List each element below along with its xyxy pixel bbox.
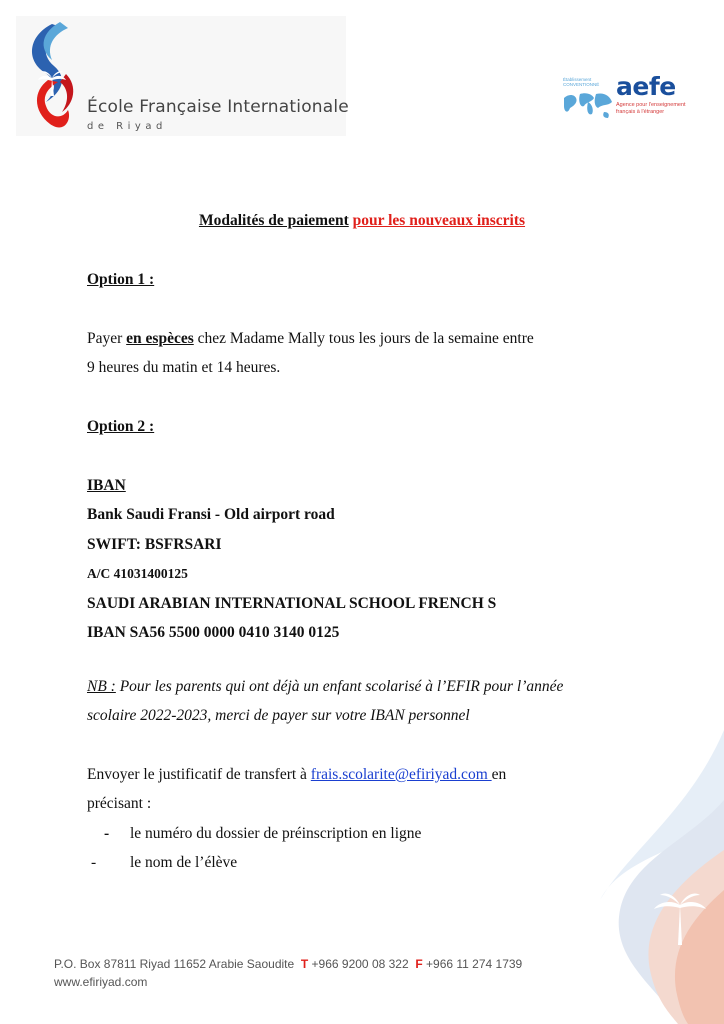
footer-address: P.O. Box 87811 Riyad 11652 Arabie Saoudite bbox=[54, 957, 295, 971]
footer-contact bbox=[54, 957, 522, 971]
note-label: NB : bbox=[87, 678, 116, 695]
option1-emphasis: en espèces bbox=[126, 330, 194, 347]
aefe-tagline: Agence pour l'enseignement français à l'étranger bbox=[616, 102, 686, 115]
email-link[interactable]: frais.scolarite@efiriyad.com bbox=[310, 766, 492, 783]
swift-code: SWIFT: BSFRSARI bbox=[87, 536, 222, 553]
footer-website[interactable]: www.efiriyad.com bbox=[54, 975, 148, 989]
world-map-icon bbox=[560, 88, 614, 122]
page-title bbox=[0, 212, 724, 230]
decorative-corner-graphic bbox=[560, 730, 724, 1024]
footer-phone: +966 9200 08 322 bbox=[311, 957, 409, 971]
option1-prefix: Payer bbox=[87, 330, 127, 347]
title-part1: Modalités de paiement bbox=[198, 212, 349, 229]
school-logo-mark bbox=[22, 20, 82, 138]
aefe-network-label: Établissement CONVENTIONNÉ bbox=[563, 77, 600, 87]
note-text1: Pour les parents qui ont déjà un enfant scolarisé à l’EFIR pour l’année bbox=[115, 678, 564, 695]
option2-heading: Option 2 : bbox=[87, 418, 155, 435]
account-number: A/C 41031400125 bbox=[87, 566, 188, 581]
footer-fax: +966 11 274 1739 bbox=[426, 957, 523, 971]
note-line1 bbox=[87, 678, 563, 696]
phone-label: T bbox=[300, 957, 309, 971]
note-line2: scolaire 2022-2023, merci de payer sur votre IBAN personnel bbox=[87, 707, 470, 724]
option1-line2: 9 heures du matin et 14 heures. bbox=[87, 359, 281, 376]
iban-heading: IBAN bbox=[87, 477, 126, 494]
fax-label: F bbox=[415, 957, 423, 971]
title-part2: pour les nouveaux inscrits bbox=[352, 212, 526, 229]
send-line2: précisant : bbox=[87, 795, 152, 812]
option1-suffix: chez Madame Mally tous les jours de la semaine entre bbox=[193, 330, 534, 347]
list-item-bullet: - bbox=[91, 854, 97, 871]
send-prefix: Envoyer le justificatif de transfert à bbox=[87, 766, 311, 783]
option1-heading: Option 1 : bbox=[87, 271, 155, 288]
bank-name: Bank Saudi Fransi - Old airport road bbox=[87, 506, 335, 523]
school-name: École Française Internationale bbox=[87, 97, 349, 117]
send-suffix: en bbox=[491, 766, 507, 783]
list-item-bullet: - bbox=[104, 825, 110, 842]
list-item: le numéro du dossier de préinscription en ligne bbox=[130, 825, 422, 842]
iban-number: IBAN SA56 5500 0000 0410 3140 0125 bbox=[87, 624, 340, 641]
school-city: de Riyad bbox=[87, 121, 167, 132]
option1-line1 bbox=[87, 330, 534, 348]
account-holder: SAUDI ARABIAN INTERNATIONAL SCHOOL FRENCH S bbox=[87, 595, 497, 612]
list-item: le nom de l’élève bbox=[130, 854, 238, 871]
aefe-wordmark: aefe bbox=[616, 72, 676, 101]
send-line1 bbox=[87, 766, 506, 784]
